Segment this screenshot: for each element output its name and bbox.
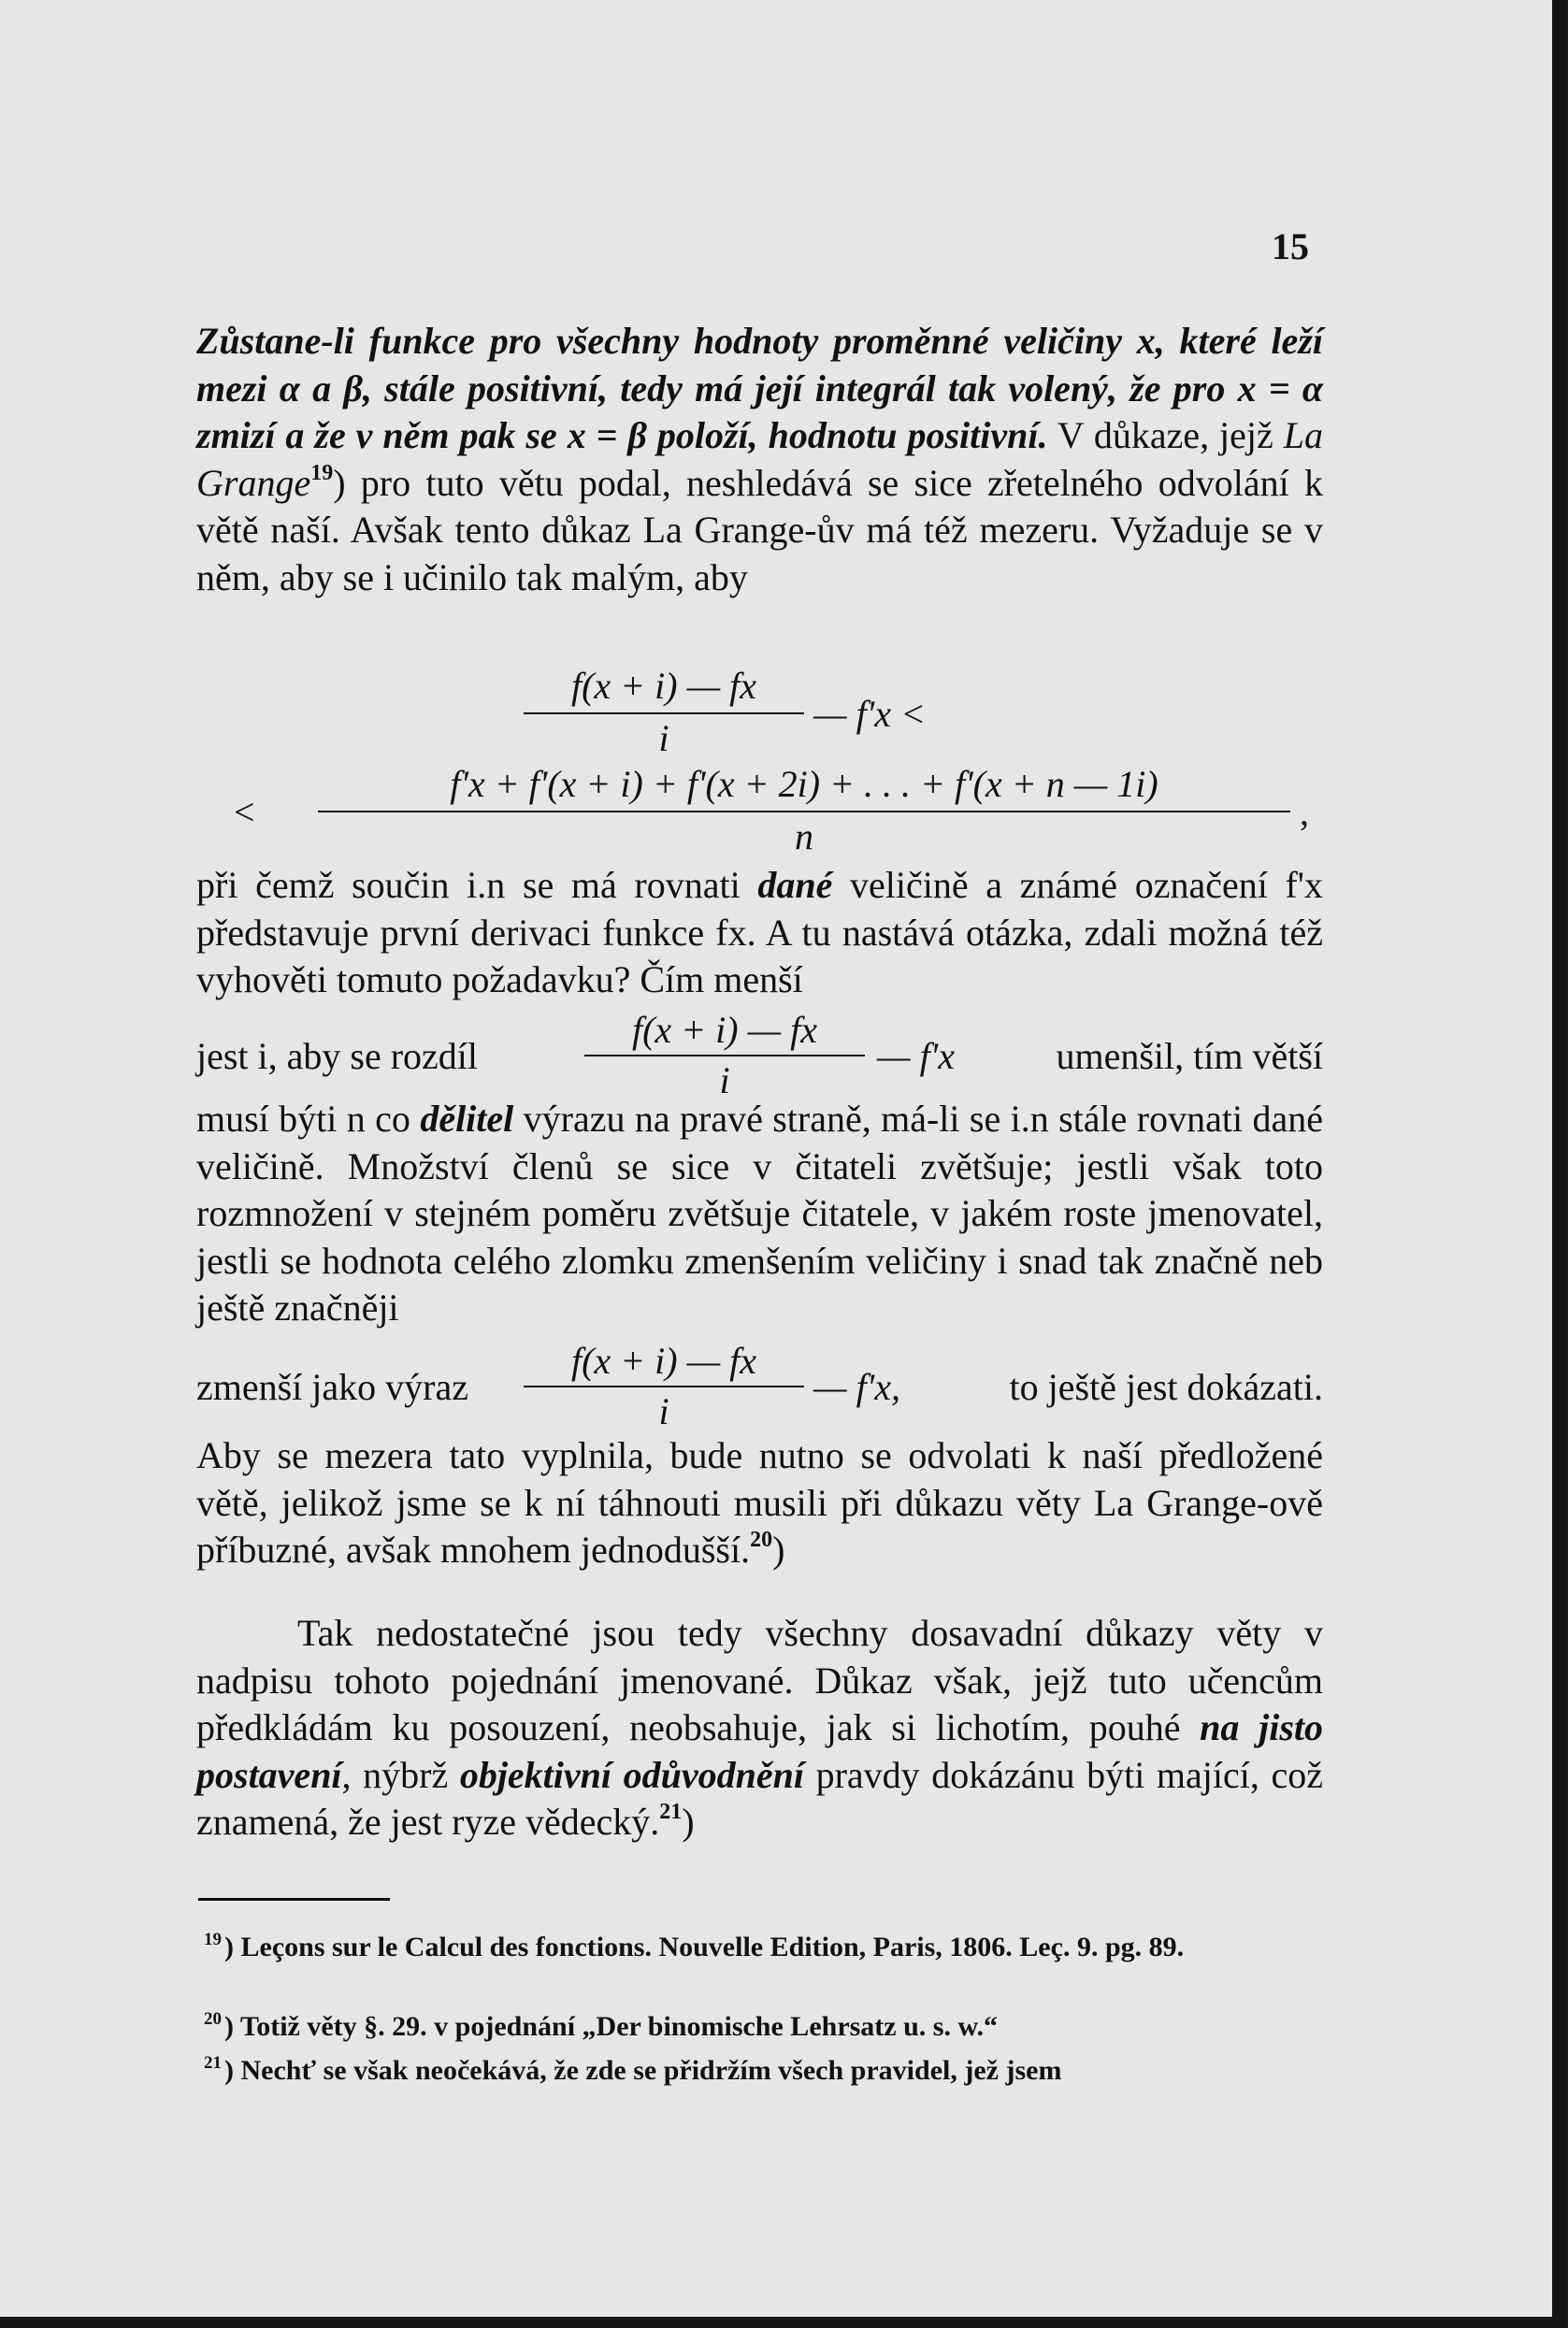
text-run: při čemž součin i.n se má rovnati [196,864,758,906]
fraction-bar [318,811,1290,812]
inline-numerator: f(x + i) — fx [570,1340,757,1382]
theorem-statement: Zůstane-li funkce pro všechny hodnoty proměnné veličiny x, které leží mezi α a β, stále positivní, tedy má její integrál tak volený, že pro x = α zmizí a že v něm pak se x = β položí, hodnotu positivní. [196,320,1323,456]
eq2-trail: , [1300,791,1309,833]
footnote-text: ) Totiž věty §. 29. v pojednání „Der binomische Lehrsatz u. s. w.“ [224,2011,998,2042]
eq2-denominator: n [795,815,813,857]
fraction-bar [584,1055,865,1056]
text-run: ) pro tuto větu podal, neshledává se sice zřetelného odvolání k větě naší. Avšak tento důkaz La Grange-ův má též mezeru. Vyžaduje se v něm, aby se i učinilo tak malým, aby [196,461,1323,598]
footnote-text: ) Nechť se však neočekává, že zde se přidržím všech pravidel, jež jsem [224,2055,1062,2086]
inline-numerator: f(x + i) — fx [631,1009,818,1051]
line-jest-middle: — f'x [877,1035,955,1077]
emphasis-jisto: na jisto postavení [196,1706,1324,1796]
paragraph-4 [196,1432,1323,1574]
line-zmensi-middle: — f'x, [813,1366,900,1408]
text-run: musí býti n co [196,1098,421,1140]
emphasis-objektivni: objektivní odůvodnění [459,1753,804,1796]
emphasis-dane: dané [757,864,833,906]
footnote-ref-21[interactable]: 21 [659,1800,683,1824]
fraction-bar [524,1386,804,1387]
author-name: La Grange [196,414,1323,504]
line-zmensi [196,1339,1323,1442]
inline-denominator: i [719,1059,730,1101]
equation-1 [524,664,972,767]
eq2-numerator: f'x + f'(x + i) + f'(x + 2i) + . . . + f'(x + n — 1i) [450,763,1158,805]
eq1-numerator: f(x + i) — fx [570,665,757,707]
eq1-denominator: i [658,717,669,759]
footnote-ref-20[interactable]: 20 [750,1528,773,1552]
text-run: V důkaze, jejž [1047,414,1284,456]
line-jest-left: jest i, aby se rozdíl [196,1035,479,1077]
text-run: veličině a známé označení f'x představuje první derivaci funkce fx. A tu nastává otázka, zdali možná též vyhověti tomuto požadavku? Čím menší [196,864,1323,1000]
footnote-mark: 19 [204,1930,222,1949]
paragraph-2 [196,862,1323,1004]
footnote-text: ) Leçons sur le Calcul des fonctions. Nouvelle Edition, Paris, 1806. Leç. 9. pg. 89. [224,1932,1185,1962]
text-run: Aby se mezera tato vyplnila, bude nutno se odvolati k naší předložené větě, jelikož jsme se k ní táhnouti musili při důkazu věty La Grange-ově příbuzné, avšak mnohem jednodušší. [196,1434,1323,1571]
text-run: ) [772,1529,785,1571]
footnote-rule [198,1898,390,1901]
emphasis-delitel: dělitel [420,1098,514,1140]
text-run: ) [682,1801,695,1843]
paragraph-3 [196,1096,1323,1332]
text-run: výrazu na pravé straně, má-li se i.n stále rovnati dané veličině. Množství členů se sice v čitateli zvětšuje; jestli však toto rozmnožení v stejném poměru zvětšuje čitatele, v jakém roste jmenovatel, jestli se hodnota celého zlomku zmenšením veličiny i snad tak značně neb ještě značněji [196,1098,1323,1329]
paragraph-1 [196,318,1323,601]
eq2-lead: < [234,791,255,833]
text-run: , nýbrž [341,1753,460,1796]
text-run: pravdy dokázánu býti mající, což znamená, že jest ryze vědecký. [196,1753,1323,1843]
eq1-rest: — f'x < [813,693,926,735]
paragraph-5 [196,1610,1323,1847]
page-number: 15 [1272,225,1309,267]
footnote-mark: 21 [204,2053,222,2073]
equation-2 [234,762,1328,865]
line-jest-right: umenšil, tím větší [1056,1035,1323,1077]
footnote-mark: 20 [204,2009,222,2029]
line-zmensi-right: to ještě jest dokázati. [1009,1366,1323,1408]
footnote-ref-19[interactable]: 19 [310,460,334,485]
fraction-bar [524,712,804,714]
line-zmensi-left: zmenší jako výraz [196,1366,468,1408]
inline-denominator: i [658,1390,669,1432]
text-run: Tak nedostatečné jsou tedy všechny dosavadní důkazy věty v nadpisu tohoto pojednání jmenované. Důkaz však, jejž tuto učencům předkládám ku posouzení, neobsahuje, jak si lichotím, pouhé [196,1612,1323,1748]
